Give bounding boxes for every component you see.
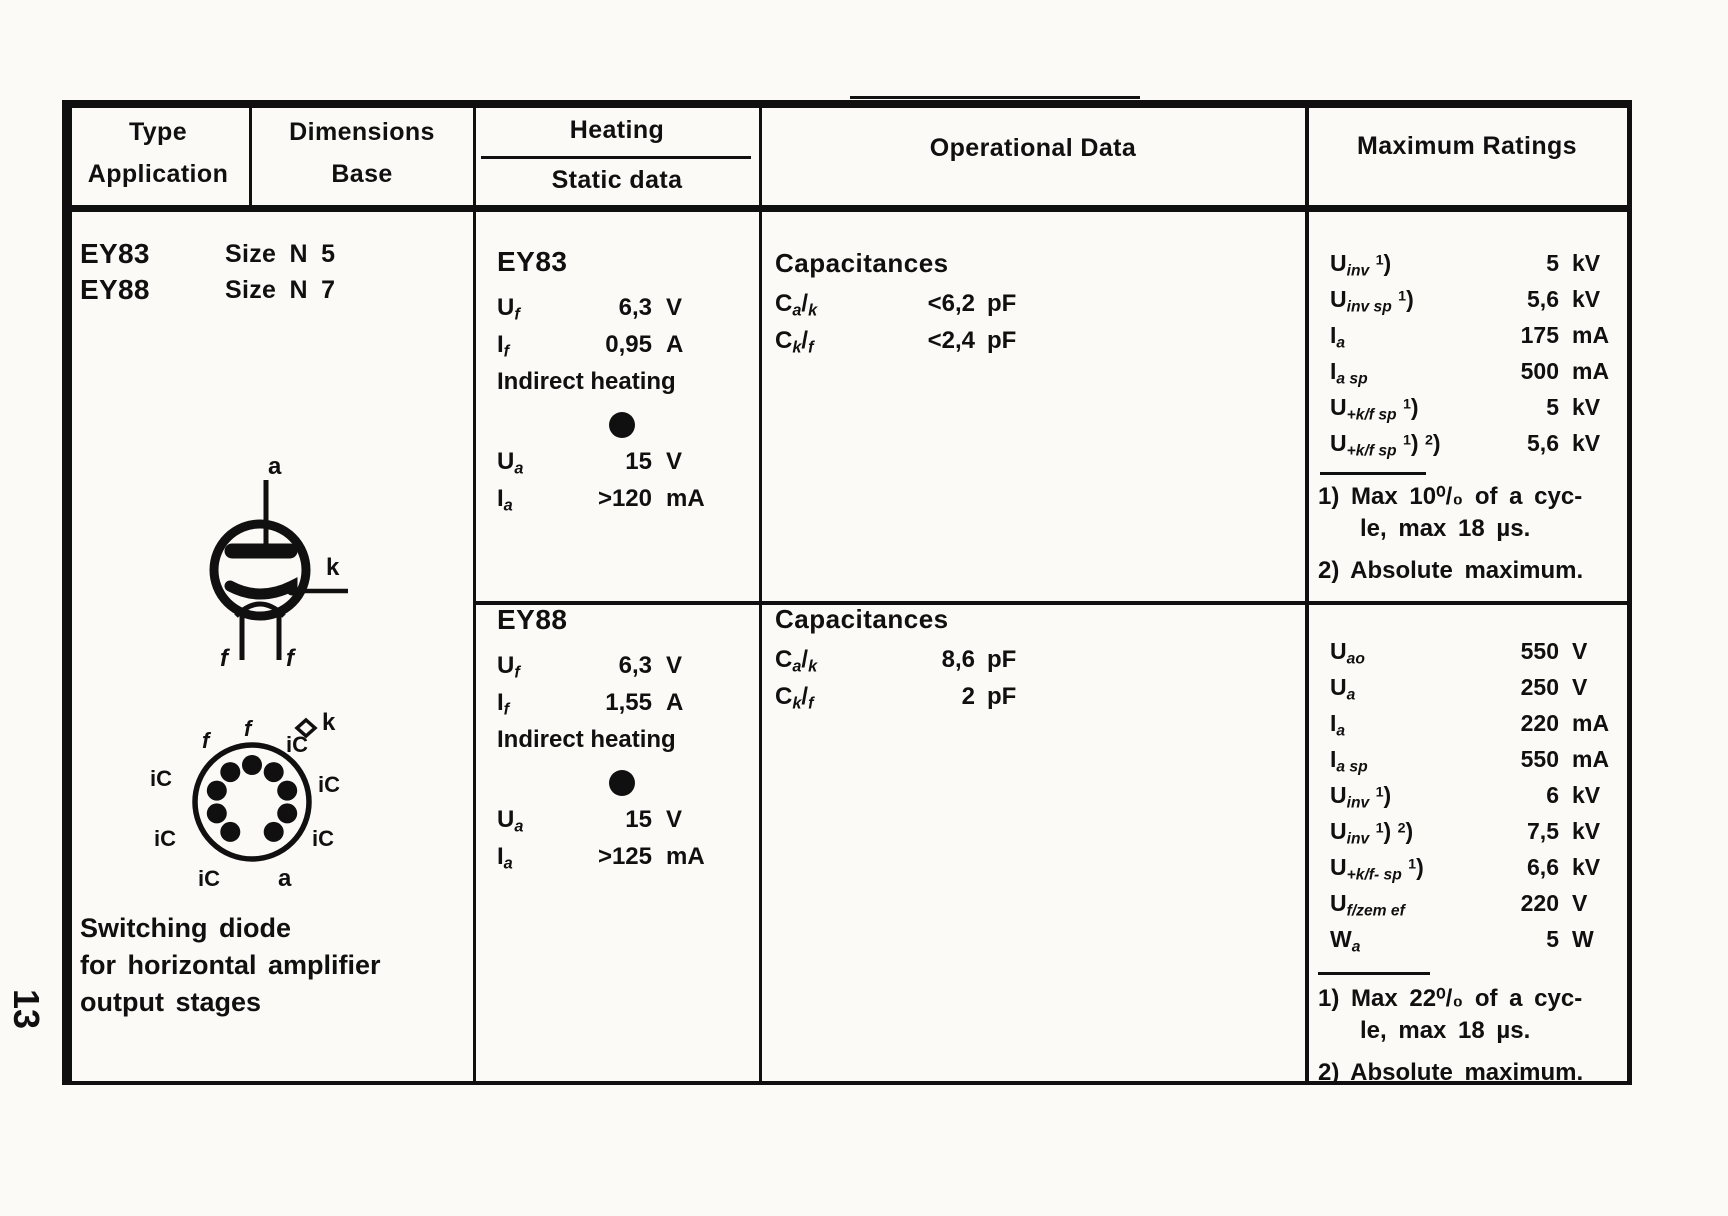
ey88-operational-block: [775, 604, 1037, 720]
quantity-value: 6,3: [618, 652, 652, 679]
quantity-label: $U_a$: [497, 806, 524, 836]
page-number: 13: [6, 988, 48, 1030]
quantity-value: 5: [1546, 250, 1559, 276]
header-type: Type: [128, 118, 188, 146]
capacitance-row: [775, 290, 1037, 327]
quantity-value: 0,95: [605, 331, 652, 358]
quantity-value: 220: [1520, 890, 1559, 916]
ey88-maximum-ratings-block: [1330, 638, 1622, 962]
footnote-rule-ey88: [1318, 972, 1430, 975]
ey83-footnotes: [1318, 482, 1630, 590]
quantity-label: $U_{ao}$: [1330, 638, 1365, 668]
quantity-unit: pF: [987, 683, 1017, 710]
application-description: [80, 910, 381, 1021]
quantity-unit: pF: [987, 646, 1017, 673]
quantity-unit: kV: [1572, 818, 1601, 844]
static-data-row: [497, 485, 722, 522]
rating-row: [1330, 394, 1622, 430]
static-data-row: [497, 806, 722, 843]
quantity-label: $C_a/_k$: [775, 646, 818, 676]
quantity-unit: pF: [987, 327, 1017, 354]
quantity-unit: V: [666, 294, 683, 321]
quantity-value: 15: [625, 806, 652, 833]
static-data-row: [497, 448, 722, 485]
bullet-marker: [609, 412, 635, 438]
quantity-unit: V: [666, 652, 683, 679]
quantity-value: 5: [1546, 394, 1559, 420]
quantity-unit: kV: [1572, 430, 1601, 456]
divider-operational-maximum: [1305, 100, 1309, 1085]
heating-row: [497, 689, 722, 726]
rating-row: [1330, 250, 1622, 286]
quantity-value: 7,5: [1527, 818, 1559, 844]
quantity-unit: kV: [1572, 394, 1601, 420]
base-pin-label: f: [202, 728, 210, 753]
heating-note: Indirect heating: [497, 368, 676, 395]
rating-row: [1330, 674, 1622, 710]
quantity-label: $U_{inv}$ $^1$): [1330, 782, 1392, 812]
tube-symbol: [180, 450, 370, 675]
base-pin-label: iC: [286, 732, 308, 757]
section-title: EY88: [497, 604, 568, 635]
base-pinout-diagram: [140, 690, 370, 905]
header-separator: [66, 205, 1632, 212]
heating-underline: [481, 156, 751, 159]
cathode: [230, 586, 292, 594]
quantity-value: 550: [1520, 746, 1559, 772]
quantity-value: 15: [625, 448, 652, 475]
quantity-label: $U_a$: [497, 448, 524, 478]
header-static-data: Static data: [551, 166, 683, 194]
heating-row: [497, 331, 722, 368]
header-heating: Heating: [569, 116, 665, 144]
rating-row: [1330, 710, 1622, 746]
footnote-line: 2) Absolute maximum.: [1318, 1059, 1584, 1086]
quantity-unit: mA: [1572, 322, 1610, 348]
rating-row: [1330, 890, 1622, 926]
header-application: Application: [87, 160, 229, 188]
tube-type-ey88: EY88: [80, 274, 150, 305]
capacitance-row: [775, 327, 1037, 364]
quantity-unit: W: [1572, 926, 1594, 952]
footnote-line: le, max 18 µs.: [1360, 1017, 1531, 1044]
quantity-label: $I_a$: [497, 485, 513, 515]
quantity-value: 175: [1520, 322, 1559, 348]
capacitances-title: Capacitances: [775, 604, 949, 634]
heater-label-right: f: [286, 645, 294, 672]
quantity-unit: V: [1572, 674, 1588, 700]
quantity-unit: mA: [1572, 710, 1610, 736]
quantity-unit: V: [1572, 638, 1588, 664]
base-pin-label: iC: [318, 772, 340, 797]
footnote-line: 1) Max 22⁰/₀ of a cyc-: [1318, 985, 1583, 1012]
quantity-label: $U_a$: [1330, 674, 1356, 704]
quantity-label: $U_{+k/f- sp}$ $^1$): [1330, 854, 1424, 884]
footnote-line: le, max 18 µs.: [1360, 515, 1531, 542]
divider-heating-operational: [759, 100, 762, 1085]
heater-label-left: f: [220, 645, 228, 672]
description-line: output stages: [80, 987, 262, 1017]
description-line: Switching diode: [80, 913, 291, 943]
rating-row: [1330, 782, 1622, 818]
quantity-unit: kV: [1572, 286, 1601, 312]
static-data-row: [497, 843, 722, 880]
rating-row: [1330, 818, 1622, 854]
quantity-value: <2,4: [927, 327, 975, 354]
base-pin-label: f: [244, 716, 252, 741]
rating-row: [1330, 638, 1622, 674]
top-cap-label: k: [322, 709, 336, 736]
base-pin-label: iC: [198, 866, 220, 891]
quantity-label: $U_{inv}$ $^1$): [1330, 250, 1392, 280]
rating-row: [1330, 286, 1622, 322]
quantity-unit: kV: [1572, 854, 1601, 880]
ey88-footnotes: [1318, 984, 1630, 1092]
quantity-value: 550: [1520, 638, 1559, 664]
footnote-rule-ey83: [1320, 472, 1426, 475]
quantity-unit: mA: [666, 843, 705, 870]
base-pin-label: iC: [154, 826, 176, 851]
quantity-unit: A: [666, 689, 684, 716]
footnote-line: 2) Absolute maximum.: [1318, 557, 1584, 584]
quantity-label: $I_f$: [497, 331, 510, 361]
cathode-label: k: [326, 554, 340, 581]
quantity-label: $C_k/_f$: [775, 683, 814, 713]
table-left-border: [62, 100, 72, 1085]
quantity-unit: mA: [1572, 358, 1610, 384]
rating-row: [1330, 430, 1622, 466]
scan-artifact-line: [850, 96, 1140, 99]
quantity-value: 1,55: [605, 689, 652, 716]
heating-row: [497, 652, 722, 689]
quantity-label: $U_{+k/f sp}$ $^1$) $^2$): [1330, 430, 1441, 460]
ey88-heating-block: [497, 604, 722, 880]
tube-type-ey83: EY83: [80, 238, 150, 269]
table-top-border: [66, 100, 1632, 108]
quantity-unit: V: [666, 448, 683, 475]
quantity-unit: kV: [1572, 250, 1601, 276]
quantity-label: $I_{a sp}$: [1330, 746, 1368, 776]
rating-row: [1330, 322, 1622, 358]
quantity-value: 2: [961, 683, 975, 710]
quantity-label: $U_f$: [497, 652, 520, 682]
quantity-unit: V: [666, 806, 683, 833]
header-maximum-ratings: Maximum Ratings: [1357, 132, 1577, 160]
quantity-label: $W_a$: [1330, 926, 1361, 956]
quantity-label: $I_a$: [1330, 322, 1346, 352]
capacitances-title: Capacitances: [775, 248, 949, 278]
quantity-value: 8,6: [941, 646, 975, 673]
quantity-value: 6: [1546, 782, 1559, 808]
quantity-label: $I_f$: [497, 689, 510, 719]
quantity-value: 5,6: [1527, 430, 1559, 456]
rating-row: [1330, 854, 1622, 890]
quantity-value: 220: [1520, 710, 1559, 736]
table-right-border: [1627, 100, 1632, 1085]
quantity-unit: V: [1572, 890, 1588, 916]
quantity-value: 5: [1546, 926, 1559, 952]
rating-row: [1330, 926, 1622, 962]
section-title: EY83: [497, 246, 568, 277]
quantity-label: $I_a$: [497, 843, 513, 873]
quantity-label: $U_{f/zem ef}$: [1330, 890, 1405, 920]
quantity-label: $U_{+k/f sp}$ $^1$): [1330, 394, 1419, 424]
rating-row: [1330, 746, 1622, 782]
base-pins: [207, 755, 297, 842]
quantity-unit: pF: [987, 290, 1017, 317]
quantity-label: $U_{inv}$ $^1$) $^2$): [1330, 818, 1414, 848]
heating-note: Indirect heating: [497, 726, 676, 753]
header-dimensions: Dimensions: [289, 118, 435, 146]
quantity-unit: mA: [1572, 746, 1610, 772]
quantity-label: $U_{inv sp}$ $^1$): [1330, 286, 1414, 316]
ey83-operational-block: [775, 248, 1037, 364]
quantity-value: >120: [597, 485, 652, 512]
bullet-marker: [609, 770, 635, 796]
divider-type-dimensions: [249, 100, 252, 212]
quantity-value: 6,6: [1527, 854, 1559, 880]
quantity-unit: kV: [1572, 782, 1601, 808]
base-pin-label: iC: [150, 766, 172, 791]
base-pin-label: iC: [312, 826, 334, 851]
header-operational-data: Operational Data: [929, 134, 1137, 162]
quantity-value: <6,2: [927, 290, 975, 317]
quantity-unit: A: [666, 331, 684, 358]
quantity-value: >125: [597, 843, 652, 870]
quantity-label: $U_f$: [497, 294, 520, 324]
rating-row: [1330, 358, 1622, 394]
quantity-value: 500: [1520, 358, 1559, 384]
tube-size-ey88: Size N 7: [225, 276, 336, 304]
quantity-unit: mA: [666, 485, 705, 512]
capacitance-row: [775, 646, 1037, 683]
tube-size-ey83: Size N 5: [225, 240, 336, 268]
ey83-maximum-ratings-block: [1330, 250, 1622, 466]
quantity-value: 5,6: [1527, 286, 1559, 312]
quantity-value: 250: [1520, 674, 1559, 700]
anode-label: a: [268, 453, 282, 480]
quantity-label: $I_{a sp}$: [1330, 358, 1368, 388]
quantity-value: 6,3: [618, 294, 652, 321]
base-pin-label: a: [278, 865, 292, 892]
footnote-line: 1) Max 10⁰/₀ of a cyc-: [1318, 483, 1583, 510]
capacitance-row: [775, 683, 1037, 720]
ey83-heating-block: [497, 246, 722, 522]
divider-base-heating: [473, 100, 476, 1085]
quantity-label: $C_a/_k$: [775, 290, 818, 320]
header-base: Base: [331, 160, 393, 188]
quantity-label: $C_k/_f$: [775, 327, 814, 357]
quantity-label: $I_a$: [1330, 710, 1346, 740]
description-line: for horizontal amplifier: [80, 950, 381, 980]
heating-row: [497, 294, 722, 331]
